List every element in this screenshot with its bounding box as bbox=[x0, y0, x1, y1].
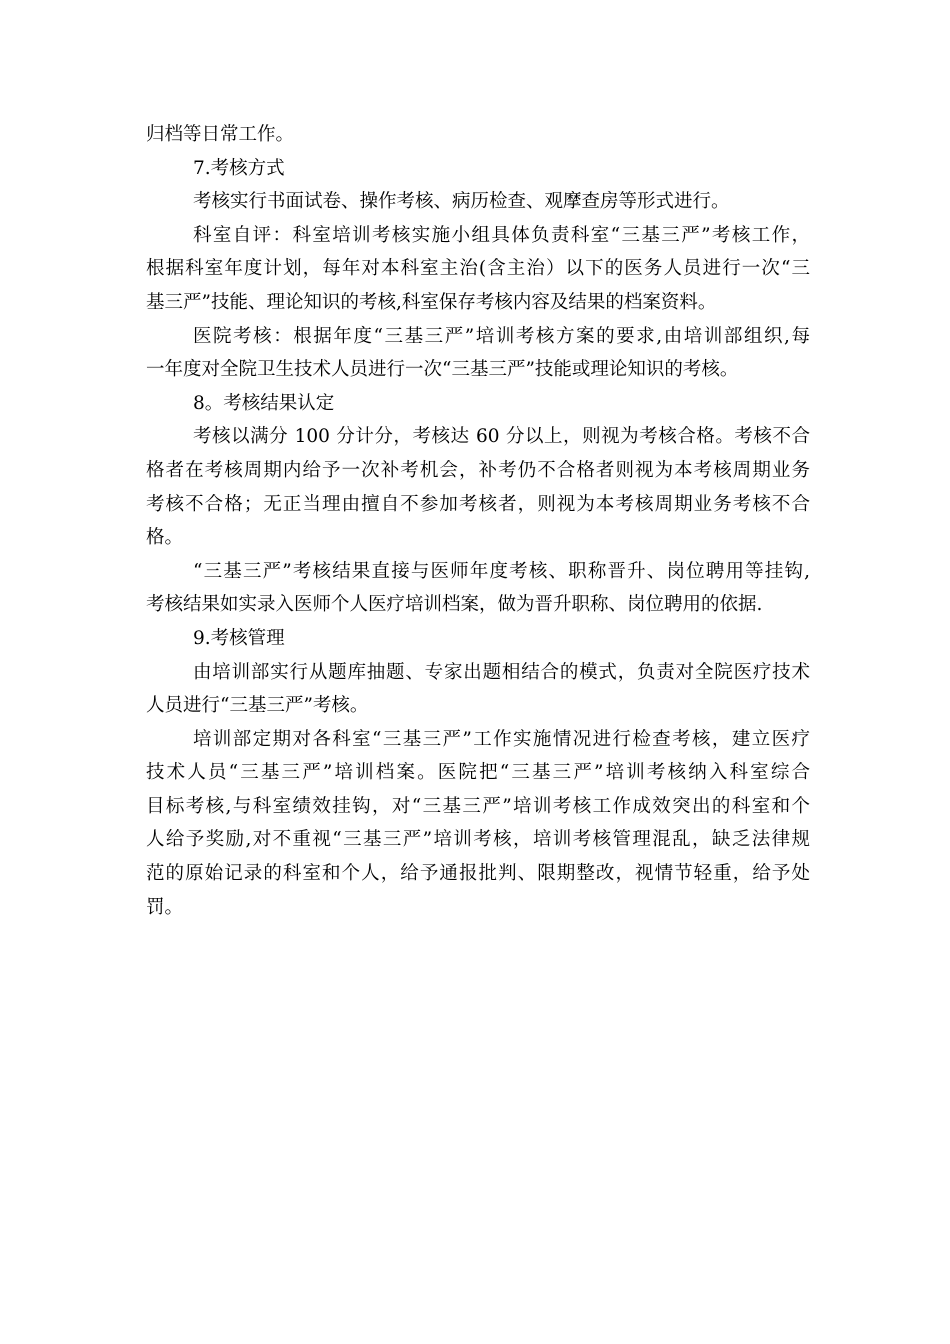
paragraph-line: 基三严”技能、理论知识的考核,科室保存考核内容及结果的档案资料。 bbox=[146, 291, 717, 313]
paragraph-line: 考核不合格；无正当理由擅自不参加考核者，则视为本考核周期业务考核不合 bbox=[146, 493, 810, 515]
paragraph-line: 人给予奖励,对不重视“三基三严”培训考核，培训考核管理混乱，缺乏法律规 bbox=[146, 829, 810, 851]
paragraph-line: 人员进行“三基三严”考核。 bbox=[146, 695, 369, 717]
paragraph-line: 罚。 bbox=[146, 896, 184, 918]
paragraph-line: 一年度对全院卫生技术人员进行一次“三基三严”技能或理论知识的考核。 bbox=[146, 359, 739, 381]
section-heading: 7.考核方式 bbox=[193, 157, 285, 179]
paragraph-line: 考核结果如实录入医师个人医疗培训档案，做为晋升职称、岗位聘用的依据. bbox=[146, 594, 763, 616]
paragraph-line: 格。 bbox=[146, 527, 184, 549]
document-body bbox=[146, 118, 810, 924]
section-heading: 8。考核结果认定 bbox=[193, 392, 335, 414]
paragraph-line: 由培训部实行从题库抽题、专家出题相结合的模式，负责对全院医疗技术 bbox=[193, 661, 810, 683]
paragraph-line: 科室自评：科室培训考核实施小组具体负责科室“三基三严”考核工作， bbox=[193, 224, 810, 246]
paragraph-line: 归档等日常工作。 bbox=[146, 124, 295, 145]
paragraph-line: 考核以满分 100 分计分，考核达 60 分以上，则视为考核合格。考核不合 bbox=[193, 426, 810, 448]
paragraph-line: 考核实行书面试卷、操作考核、病历检查、观摩查房等形式进行。 bbox=[193, 191, 730, 213]
paragraph-line: 根据科室年度计划，每年对本科室主治(含主治）以下的医务人员进行一次“三 bbox=[146, 258, 810, 280]
paragraph-line: 培训部定期对各科室“三基三严”工作实施情况进行检查考核，建立医疗 bbox=[193, 728, 810, 750]
paragraph-line: “三基三严”考核结果直接与医师年度考核、职称晋升、岗位聘用等挂钩, bbox=[193, 560, 810, 582]
paragraph-line: 范的原始记录的科室和个人，给予通报批判、限期整改，视情节轻重，给予处 bbox=[146, 863, 810, 885]
paragraph-line: 技术人员“三基三严”培训档案。医院把“三基三严”培训考核纳入科室综合 bbox=[146, 762, 810, 784]
paragraph-line: 格者在考核周期内给予一次补考机会，补考仍不合格者则视为本考核周期业务 bbox=[146, 459, 810, 481]
paragraph-line: 医院考核：根据年度“三基三严”培训考核方案的要求,由培训部组织,每 bbox=[193, 325, 810, 347]
paragraph-line: 目标考核,与科室绩效挂钩，对“三基三严”培训考核工作成效突出的科室和个 bbox=[146, 795, 810, 817]
section-heading: 9.考核管理 bbox=[193, 627, 285, 649]
